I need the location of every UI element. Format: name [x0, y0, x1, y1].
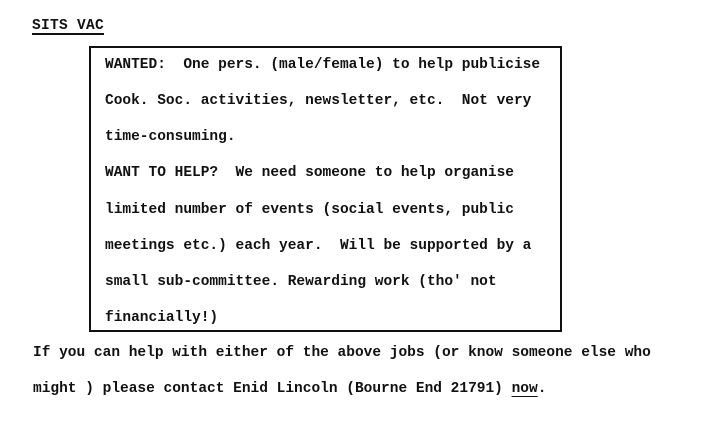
- notice-line: small sub-committee. Rewarding work (tho' not: [105, 274, 497, 290]
- notice-line: time-consuming.: [105, 129, 236, 145]
- notice-line: meetings etc.) each year. Will be supported by a: [105, 238, 532, 254]
- notice-line: WANTED: One pers. (male/female) to help publicise: [105, 57, 541, 73]
- notice-box: [89, 46, 562, 332]
- notice-line: WANT TO HELP? We need someone to help organise: [105, 165, 514, 181]
- notice-line: Cook. Soc. activities, newsletter, etc. Not very: [105, 93, 532, 109]
- contact-text: might ) please contact Enid Lincoln (Bourne End 21791): [33, 381, 512, 397]
- notice-line: limited number of events (social events, public: [105, 202, 514, 218]
- section-heading: SITS VAC: [32, 18, 105, 34]
- contact-line-2: [33, 381, 546, 397]
- emphasis-now: now: [511, 381, 538, 397]
- contact-line-1: If you can help with either of the above jobs (or know someone else who: [33, 345, 651, 361]
- notice-line: financially!): [105, 310, 219, 326]
- contact-period: .: [537, 381, 547, 397]
